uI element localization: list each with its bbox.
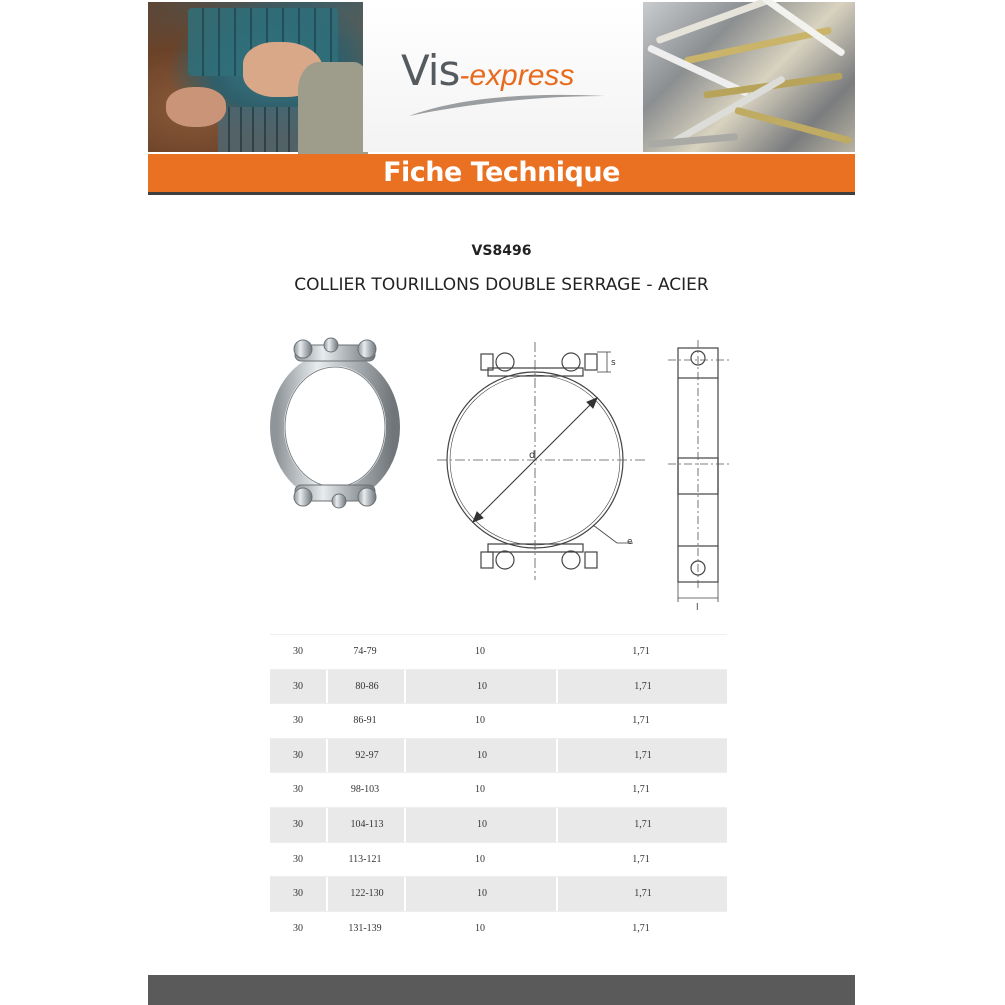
- banner-title: Fiche Technique: [383, 157, 620, 188]
- table-cell: 10: [404, 808, 558, 842]
- brand-logo: [401, 46, 574, 95]
- table-cell: 30: [293, 922, 303, 934]
- table-cell: 10: [475, 646, 485, 657]
- table-cell: 30: [293, 749, 303, 761]
- table-cell: 1,71: [632, 646, 650, 657]
- table-cell: 10: [404, 877, 558, 911]
- table-cell: 1,71: [556, 808, 728, 842]
- label-s: s: [611, 358, 616, 368]
- label-d: d: [529, 450, 536, 461]
- logo-accent-text: -express: [459, 59, 575, 92]
- table-cell: 30: [293, 888, 303, 900]
- title-banner: [148, 154, 855, 195]
- table-cell: 1,71: [632, 784, 650, 796]
- table-row: [270, 738, 727, 773]
- table-row: [270, 911, 727, 946]
- table-cell: 1,71: [556, 877, 728, 911]
- label-e: e: [627, 537, 633, 547]
- table-cell: 122-130: [326, 877, 406, 911]
- table-cell: 1,71: [632, 853, 650, 865]
- table-row: [270, 807, 727, 842]
- product-photo: [273, 335, 403, 515]
- screws-photo: [643, 2, 855, 152]
- specs-table: [270, 634, 727, 945]
- front-view-drawing: [433, 340, 683, 600]
- table-cell: 80-86: [326, 670, 406, 704]
- table-cell: 10: [475, 922, 485, 934]
- table-cell: 30: [293, 784, 303, 796]
- side-view-drawing: [668, 340, 738, 613]
- table-row: [270, 669, 727, 704]
- table-cell: 1,71: [556, 670, 728, 704]
- logo-main-text: Vis: [401, 46, 460, 95]
- table-cell: 86-91: [353, 715, 377, 727]
- table-row: [270, 876, 727, 911]
- table-cell: 113-121: [348, 853, 382, 865]
- table-cell: 10: [475, 715, 485, 727]
- table-cell: 74-79: [353, 646, 377, 657]
- header: [148, 2, 855, 188]
- product-description: COLLIER TOURILLONS DOUBLE SERRAGE - ACIER: [294, 275, 709, 295]
- logo-swoosh-icon: [407, 90, 607, 120]
- product-reference: VS8496: [471, 243, 532, 259]
- table-cell: 104-113: [326, 808, 406, 842]
- logo-area: [363, 2, 643, 152]
- technical-sheet: [148, 0, 855, 1005]
- table-cell: 30: [293, 646, 303, 657]
- table-row: [270, 703, 727, 738]
- table-cell: 131-139: [348, 922, 382, 934]
- table-row: [270, 772, 727, 807]
- table-cell: 30: [293, 853, 303, 865]
- workshop-photo: [148, 2, 363, 152]
- table-cell: 1,71: [632, 922, 650, 934]
- table-cell: 10: [475, 853, 485, 865]
- table-cell: 10: [475, 784, 485, 796]
- table-cell: 92-97: [326, 739, 406, 773]
- footer-bar: [148, 975, 855, 1005]
- table-cell: 1,71: [632, 715, 650, 727]
- table-cell: 10: [404, 739, 558, 773]
- table-cell: 30: [293, 715, 303, 727]
- table-row: [270, 634, 727, 669]
- table-cell: 30: [293, 680, 303, 692]
- table-cell: 1,71: [556, 739, 728, 773]
- table-cell: 30: [293, 818, 303, 830]
- table-cell: 98-103: [350, 784, 380, 796]
- table-row: [270, 842, 727, 877]
- label-l: l: [696, 603, 699, 613]
- table-cell: 10: [404, 670, 558, 704]
